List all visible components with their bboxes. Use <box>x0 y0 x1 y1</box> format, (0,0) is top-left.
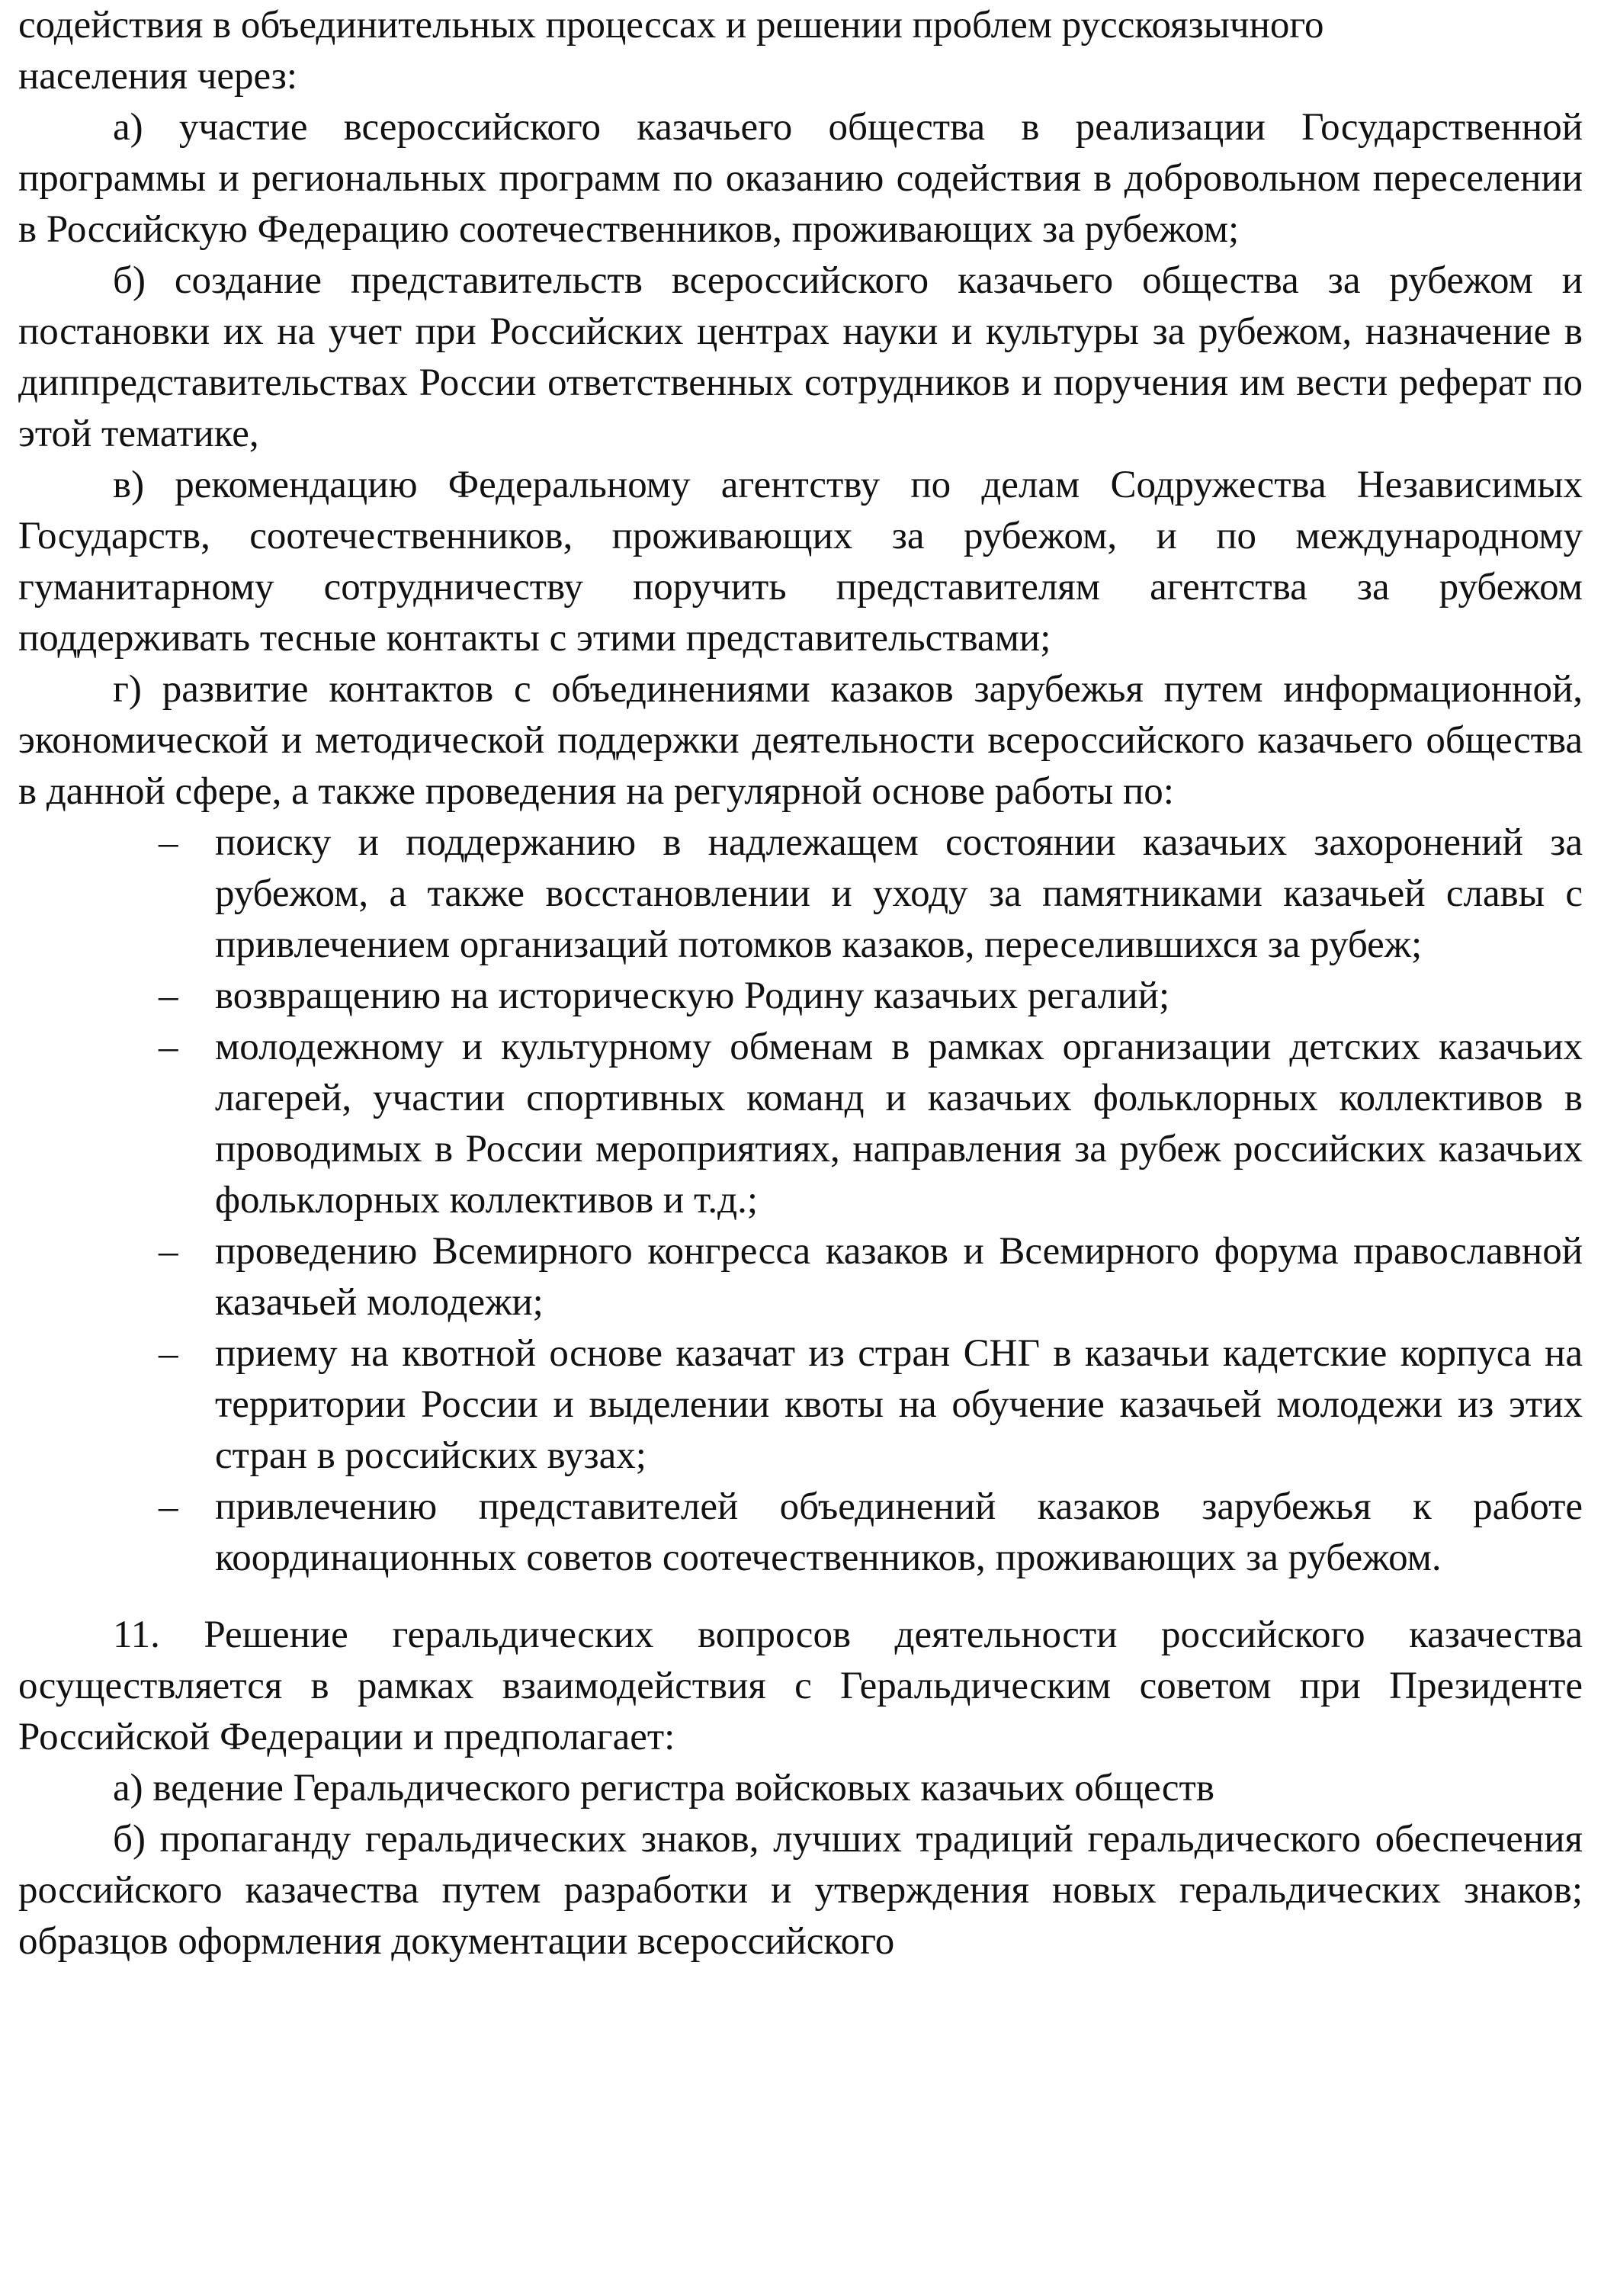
dash-marker: – <box>159 821 178 864</box>
dash-list-item <box>159 1482 1583 1584</box>
dash-list-item <box>159 1022 1583 1226</box>
section-11-item-a: а) ведение Геральдического регистра войсковых казачьих обществ <box>113 1767 1214 1810</box>
section-11-intro: 11. Решение геральдических вопросов деятельности российского казачества осуществляется в рамках взаимодействия с Геральдическим советом при Президенте Российской Федерации и предполагает: <box>18 1614 1583 1758</box>
dash-list-item-text: возвращению на историческую Родину казачьих регалий; <box>215 975 1170 1017</box>
dash-list-item <box>159 1328 1583 1482</box>
dash-list-item <box>159 817 1583 971</box>
document-body <box>18 0 1583 1967</box>
paragraph-item-v: в) рекомендацию Федеральному агентству по делам Содружества Независимых Государств, соотечественников, проживающих за рубежом, и по международному гуманитарному сотрудничеству поручить представителям агентства за рубежом поддерживать тесные контакты с этими представительствами; <box>18 464 1583 660</box>
lead-line-1: содействия в объединительных процессах и решении проблем русскоязычного <box>18 4 1324 47</box>
section-spacer <box>18 1584 1583 1610</box>
dash-list-item <box>159 971 1583 1022</box>
section-11-item-b: б) пропаганду геральдических знаков, лучших традиций геральдического обеспечения российского казачества путем разработки и утверждения новых геральдических знаков; образцов оформления документации всероссийского <box>18 1818 1583 1963</box>
dash-marker: – <box>159 975 178 1017</box>
dash-marker: – <box>159 1026 178 1068</box>
dash-list-item-text: молодежному и культурному обменам в рамках организации детских казачьих лагерей, участии спортивных команд и казачьих фольклорных коллективов в проводимых в России мероприятиях, направления за рубеж российских казачьих фольклорных коллективов и т.д.; <box>215 1026 1583 1222</box>
dash-marker: – <box>159 1485 178 1528</box>
dash-marker: – <box>159 1332 178 1375</box>
dash-list <box>18 817 1583 1584</box>
paragraph-item-b: б) создание представительств всероссийского казачьего общества за рубежом и постановки их на учет при Российских центрах науки и культуры за рубежом, назначение в диппредставительствах России ответственных сотрудников и поручения им вести реферат по этой тематике, <box>18 259 1583 455</box>
dash-list-item-text: проведению Всемирного конгресса казаков и Всемирного форума православной казачьей молодежи; <box>215 1230 1583 1324</box>
dash-marker: – <box>159 1230 178 1273</box>
dash-list-item-text: приему на квотной основе казачат из стран СНГ в казачьи кадетские корпуса на территории России и выделении квоты на обучение казачьей молодежи из этих стран в российских вузах; <box>215 1332 1583 1477</box>
dash-list-item-text: привлечению представителей объединений казаков зарубежья к работе координационных советов соотечественников, проживающих за рубежом. <box>215 1485 1583 1579</box>
paragraph-item-g: г) развитие контактов с объединениями казаков зарубежья путем информационной, экономической и методической поддержки деятельности всероссийского казачьего общества в данной сфере, а также проведения на регулярной основе работы по: <box>18 668 1583 813</box>
dash-list-item <box>159 1226 1583 1328</box>
dash-list-item-text: поиску и поддержанию в надлежащем состоянии казачьих захоронений за рубежом, а также восстановлении и уходу за памятниками казачьей славы с привлечением организаций потомков казаков, переселившихся за рубеж; <box>215 821 1583 966</box>
paragraph-item-a: а) участие всероссийского казачьего общества в реализации Государственной программы и региональных программ по оказанию содействия в добровольном переселении в Российскую Федерацию соотечественников, проживающих за рубежом; <box>18 106 1583 251</box>
lead-line-2: населения через: <box>18 55 298 98</box>
